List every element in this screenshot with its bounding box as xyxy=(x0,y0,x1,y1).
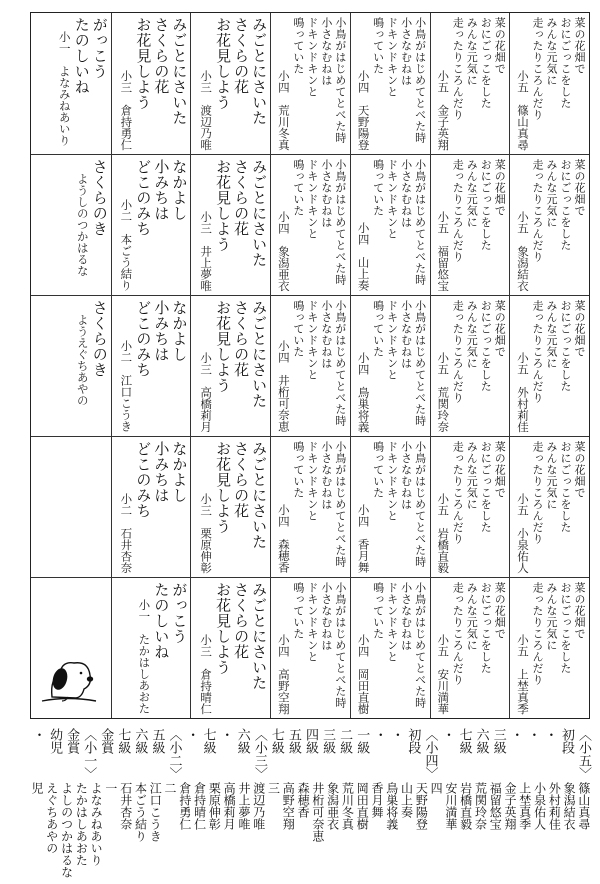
award-grade: 〈小三〉 xyxy=(251,728,267,780)
student-signature: 小四 岡田直樹 xyxy=(356,633,371,714)
award-name: 三 xyxy=(266,782,281,794)
award-name: 象潟亜衣 xyxy=(325,782,340,830)
student-signature: 小五 外村莉佳 xyxy=(516,351,530,432)
student-signature: 小五 安川満華 xyxy=(436,633,451,714)
poem-line: 小鳥がはじめてとべた時 xyxy=(333,582,347,709)
poem-line: ドキンドキンと xyxy=(385,441,399,522)
poem-line: 菜の花畑で xyxy=(573,300,586,358)
poem-cell xyxy=(509,295,589,436)
poem-cell xyxy=(350,577,430,718)
poem-line: おにごっこをした xyxy=(559,441,572,533)
snoopy-illustration xyxy=(38,649,100,707)
award-grade: 六級 xyxy=(473,728,489,754)
poem-line: みごとにさいた xyxy=(250,441,269,550)
poem-line: さくらの花 xyxy=(232,300,251,378)
poem-line: お花見しよう xyxy=(214,582,233,675)
award-grade: 七級 xyxy=(456,728,472,754)
poem-cell xyxy=(430,577,510,718)
award-name: 高野空翔 xyxy=(281,782,296,830)
award-grade: 七級 xyxy=(268,728,284,754)
poem-cell xyxy=(111,295,191,436)
student-signature: ようしのつかはるな xyxy=(75,173,90,277)
award-name: 渡辺乃唯 xyxy=(251,782,266,830)
poem-line: みごとにさいた xyxy=(250,17,269,126)
poem-cell xyxy=(270,13,350,154)
poem-line: 小さなむねは xyxy=(319,159,333,228)
poem-cell xyxy=(111,577,191,718)
poem-cell xyxy=(270,154,350,295)
award-name: 高橋莉月 xyxy=(222,782,237,830)
award-grade: ・ xyxy=(541,728,557,741)
student-signature: 小一 たかはしあおた xyxy=(137,599,152,714)
poem-cell xyxy=(270,577,350,718)
poem-line: 走ったりころんだり xyxy=(451,582,465,686)
poem-cell xyxy=(430,295,510,436)
poem-line: 菜の花畑で xyxy=(493,300,507,358)
poem-line: みんな元気に xyxy=(465,159,479,228)
poem-line: みごとにさいた xyxy=(250,159,269,268)
awards-names-row xyxy=(30,782,590,878)
student-signature: 小五 荒関玲奈 xyxy=(436,351,451,432)
award-grade: ・ xyxy=(30,728,45,741)
award-name: 本ごう結り xyxy=(133,782,148,842)
poem-line: お花見しよう xyxy=(214,441,233,534)
award-name: たかはしあおた xyxy=(74,782,89,866)
award-name: 栗原伸彰 xyxy=(207,782,222,830)
poem-line: 菜の花畑で xyxy=(493,582,507,640)
student-signature: 小三 倉持勇仁 xyxy=(119,69,134,150)
poem-line: 鳴っていた xyxy=(371,17,385,75)
poem-line: 鳴っていた xyxy=(371,441,385,499)
student-signature: 小五 岩橋直毅 xyxy=(436,492,451,573)
poem-line: 走ったりころんだり xyxy=(451,300,465,404)
award-grade: ・ xyxy=(524,728,540,741)
student-signature: 小四 荒川冬真 xyxy=(276,69,291,150)
poem-line: 小さなむねは xyxy=(319,441,333,510)
award-name: 石井杏奈 xyxy=(118,782,133,830)
poem-line: おにごっこをした xyxy=(559,17,572,109)
award-grade: ・ xyxy=(183,728,199,741)
poem-line: みんな元気に xyxy=(545,582,558,651)
poem-line: さくらの花 xyxy=(232,441,251,519)
student-signature: 小五 象潟結衣 xyxy=(516,210,530,291)
award-grade: 〈小四〉 xyxy=(422,728,438,780)
award-grade: 初段 xyxy=(405,728,421,754)
award-name: 倉持勇仁 xyxy=(177,782,192,830)
poem-cell xyxy=(31,436,111,577)
poem-line: 鳴っていた xyxy=(291,441,305,499)
student-signature: 小五 金子英翔 xyxy=(436,69,451,150)
award-grade: 四級 xyxy=(303,728,318,754)
poem-cell xyxy=(31,295,111,436)
award-grade: 二級 xyxy=(337,728,353,754)
poem-line: たのしいね xyxy=(152,582,171,660)
poem-line: みごとにさいた xyxy=(250,300,269,409)
award-name: 安川満華 xyxy=(443,782,458,830)
student-signature: 小五 篠山真尋 xyxy=(516,69,530,150)
poem-line: みんな元気に xyxy=(465,300,479,369)
poem-line: ドキンドキンと xyxy=(385,300,399,381)
award-grade: 〈小一〉 xyxy=(81,728,97,780)
poem-line: みんな元気に xyxy=(465,17,479,86)
poem-line: 小さなむねは xyxy=(399,17,413,86)
student-signature: 小二 本ごう結り xyxy=(119,199,134,291)
poem-line: 小鳥がはじめてとべた時 xyxy=(333,159,347,286)
poem-line: 小さなむねは xyxy=(399,582,413,651)
poem-line: おにごっこをした xyxy=(479,17,493,109)
student-signature: 小五 小泉佑人 xyxy=(516,492,530,573)
poem-line: みんな元気に xyxy=(465,441,479,510)
poem-line: 小鳥がはじめてとべた時 xyxy=(413,17,427,144)
award-name: 福留悠宝 xyxy=(488,782,503,830)
award-grade: ・ xyxy=(388,728,404,741)
poem-line: お花見しよう xyxy=(214,17,233,110)
poem-cell xyxy=(190,577,270,718)
poem-line: 鳴っていた xyxy=(291,17,305,75)
award-name: 荒関玲奈 xyxy=(473,782,488,830)
poem-line: 菜の花畑で xyxy=(573,159,586,217)
poem-line: 小さなむねは xyxy=(319,582,333,651)
award-grade: 三級 xyxy=(490,728,506,754)
poem-line: おにごっこをした xyxy=(479,159,493,251)
poem-line: 走ったりころんだり xyxy=(531,582,544,686)
poem-line: おにごっこをした xyxy=(559,582,572,674)
poem-cell xyxy=(270,436,350,577)
poem-line: ドキンドキンと xyxy=(305,441,319,522)
poem-cell xyxy=(31,154,111,295)
poem-line: 菜の花畑で xyxy=(573,582,586,640)
award-name: 岩橋直毅 xyxy=(458,782,473,830)
award-grade: ・ xyxy=(507,728,523,741)
award-name: 児 xyxy=(30,782,44,794)
award-name: 天野陽登 xyxy=(414,782,429,830)
poem-line: 鳴っていた xyxy=(291,300,305,358)
award-name: 四 xyxy=(429,782,444,794)
poem-line: 菜の花畑で xyxy=(493,17,507,75)
student-signature: 小四 香月舞 xyxy=(356,504,371,573)
award-name: よなみねあいり xyxy=(89,782,104,866)
student-signature: 小四 森穂香 xyxy=(276,504,291,573)
poem-cell xyxy=(190,154,270,295)
awards-grade-row xyxy=(30,728,591,780)
award-grade: 三級 xyxy=(320,728,336,754)
award-name: 岡田直樹 xyxy=(355,782,370,830)
student-signature: 小三 高橋莉月 xyxy=(199,351,214,432)
award-name: 荒川冬真 xyxy=(340,782,355,830)
poem-line: 菜の花畑で xyxy=(493,159,507,217)
award-name: 森穂香 xyxy=(296,782,311,818)
poem-line: ドキンドキンと xyxy=(305,300,319,381)
award-grade: 初段 xyxy=(558,728,574,754)
poem-line: 菜の花畑で xyxy=(573,441,586,499)
poem-cell xyxy=(350,295,430,436)
award-name: 山上奏 xyxy=(399,782,414,818)
poem-line: 鳴っていた xyxy=(371,582,385,640)
poem-line: おにごっこをした xyxy=(479,441,493,533)
poem-line: ドキンドキンと xyxy=(385,582,399,663)
poem-line: どこのみち xyxy=(134,441,153,519)
poem-line: さくらの花 xyxy=(232,159,251,237)
poem-line: 鳴っていた xyxy=(371,159,385,217)
student-signature: 小四 山上奏 xyxy=(356,222,371,291)
poem-cell xyxy=(350,154,430,295)
poem-line: みんな元気に xyxy=(545,17,558,86)
poem-line: ドキンドキンと xyxy=(385,159,399,240)
award-name: よしのつかはるな xyxy=(59,782,74,878)
student-signature: 小五 福留悠宝 xyxy=(436,210,451,291)
poem-line: おにごっこをした xyxy=(559,159,572,251)
award-grade: 〈小二〉 xyxy=(166,728,182,780)
poem-line: 小みちは xyxy=(152,441,171,503)
poem-line: お花見しよう xyxy=(214,300,233,393)
student-signature: 小三 井上夢唯 xyxy=(199,210,214,291)
poem-line: さくらのき xyxy=(90,300,109,378)
poem-cell xyxy=(350,13,430,154)
student-signature: 小四 鳥巣将義 xyxy=(356,351,371,432)
award-grade: 幼児 xyxy=(47,728,63,754)
award-name: 井桁可奈恵 xyxy=(310,782,325,842)
award-grade: 七級 xyxy=(115,728,131,754)
award-name: 江口こうき xyxy=(148,782,163,842)
poem-line: 小さなむねは xyxy=(319,17,333,86)
student-signature: 小四 天野陽登 xyxy=(356,69,371,150)
award-grade: ・ xyxy=(217,728,233,741)
award-name: 象潟結衣 xyxy=(562,782,577,830)
award-name: 鳥巣将義 xyxy=(384,782,399,830)
poem-line: 走ったりころんだり xyxy=(451,17,465,121)
poem-line: 小鳥がはじめてとべた時 xyxy=(413,300,427,427)
poem-line: 鳴っていた xyxy=(371,300,385,358)
poem-line: 鳴っていた xyxy=(291,582,305,640)
student-signature: 小二 江口こうき xyxy=(119,340,134,432)
poem-line: 走ったりころんだり xyxy=(531,17,544,121)
poem-line: なかよし xyxy=(170,300,189,362)
poem-line: みんな元気に xyxy=(545,300,558,369)
award-name: 一 xyxy=(103,782,118,794)
poem-line: さくらの花 xyxy=(232,582,251,660)
poem-cell xyxy=(509,436,589,577)
poem-grid xyxy=(30,12,590,719)
poem-line: みんな元気に xyxy=(545,441,558,510)
poem-cell xyxy=(509,577,589,718)
award-grade: ・ xyxy=(371,728,387,741)
poem-cell xyxy=(430,436,510,577)
poem-cell xyxy=(509,154,589,295)
poem-cell xyxy=(270,295,350,436)
poem-line: どこのみち xyxy=(134,300,153,378)
poem-line: おにごっこをした xyxy=(479,300,493,392)
awards-list xyxy=(30,728,590,878)
poem-line: お花見しよう xyxy=(214,159,233,252)
poem-line: 小みちは xyxy=(152,300,171,362)
poem-line: 小さなむねは xyxy=(319,300,333,369)
poem-cell xyxy=(430,13,510,154)
award-name: 倉持晴仁 xyxy=(192,782,207,830)
poem-cell xyxy=(350,436,430,577)
award-name: 上埜真季 xyxy=(517,782,532,830)
poem-line: 菜の花畑で xyxy=(493,441,507,499)
poem-line: お花見しよう xyxy=(134,17,153,110)
poem-line: ドキンドキンと xyxy=(305,582,319,663)
poem-cell xyxy=(31,13,111,154)
poem-line: 小鳥がはじめてとべた時 xyxy=(333,300,347,427)
poem-line: みんな元気に xyxy=(545,159,558,228)
award-grade: 五級 xyxy=(149,728,165,754)
student-signature: 小四 象潟亜衣 xyxy=(276,210,291,291)
poem-line: どこのみち xyxy=(134,159,153,237)
poem-line: がっこう xyxy=(170,582,189,644)
poem-line: 鳴っていた xyxy=(291,159,305,217)
poem-cell xyxy=(111,13,191,154)
poem-cell xyxy=(190,13,270,154)
award-name: 香月舞 xyxy=(369,782,384,818)
award-name: えぐちあやの xyxy=(44,782,59,854)
award-name: 小泉佑人 xyxy=(532,782,547,830)
poem-line: ドキンドキンと xyxy=(385,17,399,98)
award-name: 金子英翔 xyxy=(503,782,517,830)
poem-line: 走ったりころんだり xyxy=(451,441,465,545)
poem-line: 菜の花畑で xyxy=(573,17,586,75)
award-grade: 〈小五〉 xyxy=(576,728,591,780)
poem-line: がっこう xyxy=(90,17,109,79)
poem-line: 小鳥がはじめてとべた時 xyxy=(413,582,427,709)
award-grade: 金賞 xyxy=(98,728,114,754)
award-grade: 五級 xyxy=(285,728,301,754)
poem-cell xyxy=(509,13,589,154)
student-signature: 小三 渡辺乃唯 xyxy=(199,69,214,150)
award-name: 二 xyxy=(163,782,178,794)
poem-cell xyxy=(190,436,270,577)
award-grade: 一級 xyxy=(354,728,370,754)
poem-line: おにごっこをした xyxy=(479,582,493,674)
student-signature: 小三 倉持晴仁 xyxy=(199,633,214,714)
student-signature: 小二 石井杏奈 xyxy=(119,492,134,573)
poem-line: みごとにさいた xyxy=(250,582,269,691)
poem-line: 小鳥がはじめてとべた時 xyxy=(333,441,347,568)
poem-line: なかよし xyxy=(170,159,189,221)
poem-line: なかよし xyxy=(170,441,189,503)
poem-line: 小鳥がはじめてとべた時 xyxy=(413,441,427,568)
poem-line: 小さなむねは xyxy=(399,441,413,510)
poem-line: 小みちは xyxy=(152,159,171,221)
award-name: 篠山真尋 xyxy=(576,782,591,830)
award-grade: 六級 xyxy=(234,728,250,754)
student-signature: ようえぐちあやの xyxy=(75,314,90,406)
poem-line: さくらのき xyxy=(90,159,109,237)
poem-line: ドキンドキンと xyxy=(305,17,319,98)
poem-line: ドキンドキンと xyxy=(305,159,319,240)
poem-line: 走ったりころんだり xyxy=(531,300,544,404)
poem-line: 走ったりころんだり xyxy=(531,441,544,545)
award-name: 外村莉佳 xyxy=(547,782,562,830)
student-signature: 小一 よなみねあいり xyxy=(57,31,72,146)
poem-line: 走ったりころんだり xyxy=(531,159,544,263)
poem-line: さくらの花 xyxy=(232,17,251,95)
student-signature: 小四 井桁可奈恵 xyxy=(276,340,291,432)
poem-cell xyxy=(111,436,191,577)
poem-line: おにごっこをした xyxy=(559,300,572,392)
poem-line: 小鳥がはじめてとべた時 xyxy=(333,17,347,144)
award-name: 井上夢唯 xyxy=(236,782,251,830)
award-grade: 七級 xyxy=(200,728,216,754)
award-grade: ・ xyxy=(439,728,455,741)
poem-line: 走ったりころんだり xyxy=(451,159,465,263)
poem-line: 小さなむねは xyxy=(399,159,413,228)
poem-cell xyxy=(430,154,510,295)
student-signature: 小四 高野空翔 xyxy=(276,633,291,714)
poem-line: 小鳥がはじめてとべた時 xyxy=(413,159,427,286)
poem-line: たのしいね xyxy=(72,17,91,95)
award-grade: 六級 xyxy=(132,728,148,754)
poem-line: 小さなむねは xyxy=(399,300,413,369)
student-signature: 小五 上埜真季 xyxy=(516,633,530,714)
award-grade: 金賞 xyxy=(64,728,80,754)
poem-line: みごとにさいた xyxy=(170,17,189,126)
poem-cell xyxy=(190,295,270,436)
student-signature: 小三 栗原伸彰 xyxy=(199,492,214,573)
poem-line: さくらの花 xyxy=(152,17,171,95)
poem-line: みんな元気に xyxy=(465,582,479,651)
poem-cell xyxy=(111,154,191,295)
